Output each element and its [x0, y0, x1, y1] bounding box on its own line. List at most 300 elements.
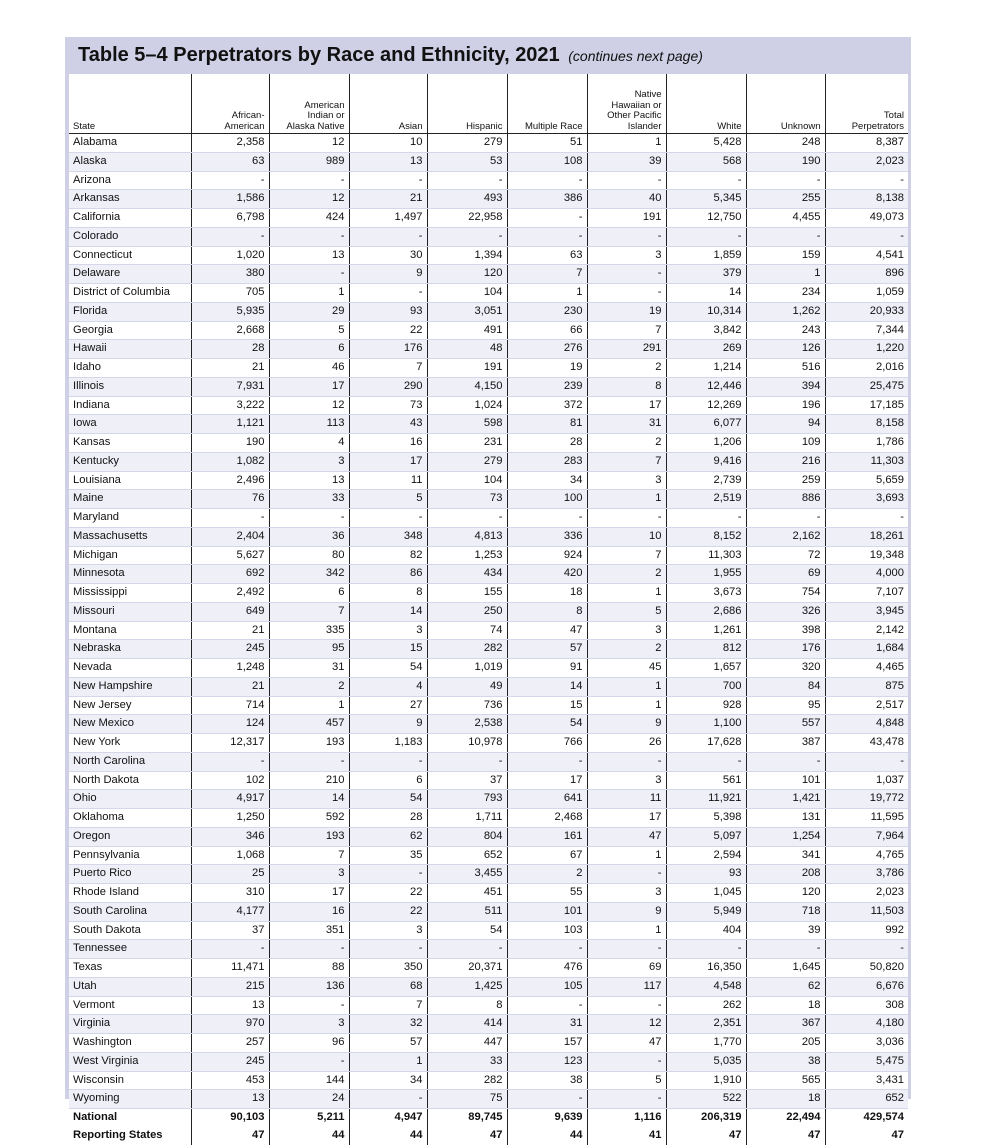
table-cell: 652 [825, 1090, 908, 1109]
table-cell: 9 [587, 902, 666, 921]
table-cell: 367 [746, 1015, 825, 1034]
table-cell: - [587, 509, 666, 528]
table-cell: 250 [427, 602, 507, 621]
table-cell: 4,465 [825, 659, 908, 678]
table-row [69, 977, 908, 996]
table-cell: 3,036 [825, 1034, 908, 1053]
table-cell: 491 [427, 321, 507, 340]
table-row [69, 659, 908, 678]
table-cell: 10,314 [666, 302, 746, 321]
table-cell: 641 [507, 790, 587, 809]
table-row [69, 396, 908, 415]
table-cell: 47 [507, 621, 587, 640]
table-row [69, 790, 908, 809]
table-cell: 2,023 [825, 884, 908, 903]
table-cell: 2,668 [191, 321, 269, 340]
table-cell: 970 [191, 1015, 269, 1034]
table-cell: 7,964 [825, 827, 908, 846]
table-cell: 95 [746, 696, 825, 715]
table-cell: 1,586 [191, 190, 269, 209]
table-cell: 652 [427, 846, 507, 865]
table-cell: 1,859 [666, 246, 746, 265]
table-cell: 1,711 [427, 809, 507, 828]
table-row [69, 190, 908, 209]
table-cell: 24 [269, 1090, 349, 1109]
table-cell: 7,107 [825, 584, 908, 603]
table-cell: 649 [191, 602, 269, 621]
table-cell: 8 [427, 996, 507, 1015]
table-cell: 63 [191, 152, 269, 171]
table-cell: 989 [269, 152, 349, 171]
table-cell: 1,220 [825, 340, 908, 359]
table-cell: 705 [191, 284, 269, 303]
table-cell: 6 [269, 584, 349, 603]
table-row [69, 377, 908, 396]
table-cell: 113 [269, 415, 349, 434]
table-cell: 342 [269, 565, 349, 584]
table-row [69, 771, 908, 790]
table-cell: 283 [507, 452, 587, 471]
table-cell: 245 [191, 1052, 269, 1071]
table-cell: - [666, 509, 746, 528]
table-cell: 14 [507, 677, 587, 696]
table-row [69, 284, 908, 303]
table-cell: 1,645 [746, 959, 825, 978]
table-cell: 12 [269, 396, 349, 415]
table-cell: 155 [427, 584, 507, 603]
table-cell: - [746, 171, 825, 190]
table-cell: 81 [507, 415, 587, 434]
table-cell: - [349, 284, 427, 303]
table-cell: 1 [269, 284, 349, 303]
row-label: West Virginia [69, 1052, 191, 1071]
table-cell: - [825, 227, 908, 246]
table-cell: 1,497 [349, 209, 427, 228]
table-cell: 7 [507, 265, 587, 284]
table-cell: 2,594 [666, 846, 746, 865]
table-cell: 35 [349, 846, 427, 865]
table-cell: 718 [746, 902, 825, 921]
table-row [69, 752, 908, 771]
table-cell: 992 [825, 921, 908, 940]
table-cell: 4,947 [349, 1109, 427, 1127]
table-row [69, 471, 908, 490]
table-cell: 14 [666, 284, 746, 303]
table-cell: 6 [269, 340, 349, 359]
table-cell: 4,917 [191, 790, 269, 809]
table-cell: - [746, 227, 825, 246]
table-cell: 3,222 [191, 396, 269, 415]
table-cell: 2,016 [825, 359, 908, 378]
table-cell: 11,595 [825, 809, 908, 828]
row-label: Connecticut [69, 246, 191, 265]
row-label: Washington [69, 1034, 191, 1053]
table-cell: 1 [587, 490, 666, 509]
table-cell: - [191, 752, 269, 771]
table-cell: 136 [269, 977, 349, 996]
table-cell: 9,639 [507, 1109, 587, 1127]
row-label: Massachusetts [69, 527, 191, 546]
table-cell: 25,475 [825, 377, 908, 396]
table-cell: - [825, 509, 908, 528]
row-label: Wisconsin [69, 1071, 191, 1090]
table-cell: 3 [269, 452, 349, 471]
table-cell: 1,116 [587, 1109, 666, 1127]
row-label: New Jersey [69, 696, 191, 715]
table-cell: - [427, 940, 507, 959]
table-cell: 75 [427, 1090, 507, 1109]
table-cell: 875 [825, 677, 908, 696]
table-cell: 766 [507, 734, 587, 753]
title-text: Table 5–4 Perpetrators by Race and Ethnicity, 2021 [78, 44, 560, 66]
table-cell: 516 [746, 359, 825, 378]
row-label: Texas [69, 959, 191, 978]
table-cell: 9,416 [666, 452, 746, 471]
table-cell: 234 [746, 284, 825, 303]
table-cell: - [587, 940, 666, 959]
table-cell: - [507, 996, 587, 1015]
table-cell: 804 [427, 827, 507, 846]
table-cell: 243 [746, 321, 825, 340]
table-cell: 1,248 [191, 659, 269, 678]
row-label: Wyoming [69, 1090, 191, 1109]
table-cell: 193 [269, 734, 349, 753]
table-cell: 176 [349, 340, 427, 359]
table-cell: 7 [349, 996, 427, 1015]
table-cell: 48 [427, 340, 507, 359]
table-cell: 7 [587, 452, 666, 471]
table-cell: 793 [427, 790, 507, 809]
table-cell: 6 [349, 771, 427, 790]
table-cell: 2,404 [191, 527, 269, 546]
table-cell: 2 [507, 865, 587, 884]
table-cell: 1,206 [666, 434, 746, 453]
table-row [69, 602, 908, 621]
table-cell: 20,933 [825, 302, 908, 321]
table-cell: 104 [427, 284, 507, 303]
table-cell: 216 [746, 452, 825, 471]
table-cell: 592 [269, 809, 349, 828]
table-cell: 5 [269, 321, 349, 340]
row-label: New Hampshire [69, 677, 191, 696]
table-cell: 101 [507, 902, 587, 921]
table-cell: 2,351 [666, 1015, 746, 1034]
table-cell: 21 [191, 677, 269, 696]
table-cell: 190 [746, 152, 825, 171]
row-label: Arkansas [69, 190, 191, 209]
table-row [69, 302, 908, 321]
table-cell: 6,676 [825, 977, 908, 996]
table-cell: 8,138 [825, 190, 908, 209]
table-cell: 11 [587, 790, 666, 809]
table-cell: 1,657 [666, 659, 746, 678]
table-cell: 348 [349, 527, 427, 546]
table-cell: 13 [269, 246, 349, 265]
table-cell: 50,820 [825, 959, 908, 978]
table-cell: 196 [746, 396, 825, 415]
table-cell: 117 [587, 977, 666, 996]
table-row [69, 171, 908, 190]
row-label: Utah [69, 977, 191, 996]
table-cell: 10,978 [427, 734, 507, 753]
table-cell: - [269, 996, 349, 1015]
table-row [69, 1071, 908, 1090]
table-cell: 13 [269, 471, 349, 490]
table-body [69, 134, 908, 1109]
table-cell: - [507, 171, 587, 190]
table-cell: 476 [507, 959, 587, 978]
table-cell: 103 [507, 921, 587, 940]
table-cell: 54 [507, 715, 587, 734]
table-cell: 310 [191, 884, 269, 903]
table-cell: 379 [666, 265, 746, 284]
row-label: Oklahoma [69, 809, 191, 828]
table-cell: 17 [269, 377, 349, 396]
table-cell: 33 [269, 490, 349, 509]
table-cell: - [507, 509, 587, 528]
table-cell: 22 [349, 902, 427, 921]
table-cell: 279 [427, 452, 507, 471]
table-cell: 100 [507, 490, 587, 509]
table-cell: 3,455 [427, 865, 507, 884]
table-cell: 28 [349, 809, 427, 828]
table-cell: - [507, 1090, 587, 1109]
table-cell: 19 [587, 302, 666, 321]
table-cell: 1,121 [191, 415, 269, 434]
table-cell: 38 [746, 1052, 825, 1071]
table-cell: 22 [349, 884, 427, 903]
table-cell: 2,496 [191, 471, 269, 490]
table-cell: 336 [507, 527, 587, 546]
table-cell: 1,684 [825, 640, 908, 659]
table-cell: 3 [587, 621, 666, 640]
table-cell: 1 [587, 134, 666, 153]
table-header-row [69, 74, 908, 134]
table-cell: 88 [269, 959, 349, 978]
table-cell: 1,214 [666, 359, 746, 378]
table-cell: 1,024 [427, 396, 507, 415]
table-cell: 72 [746, 546, 825, 565]
table-row [69, 1015, 908, 1034]
table-row [69, 734, 908, 753]
row-label: Florida [69, 302, 191, 321]
table-cell: 3 [587, 771, 666, 790]
row-label: Montana [69, 621, 191, 640]
table-row [69, 415, 908, 434]
column-header: Multiple Race [507, 74, 587, 134]
table-cell: 404 [666, 921, 746, 940]
table-cell: 22,494 [746, 1109, 825, 1127]
table-cell: 31 [507, 1015, 587, 1034]
table-cell: 320 [746, 659, 825, 678]
table-cell: 5,949 [666, 902, 746, 921]
table-cell: 19 [507, 359, 587, 378]
table-cell: 3 [349, 921, 427, 940]
table-cell: 21 [349, 190, 427, 209]
table-cell: 1,019 [427, 659, 507, 678]
table-cell: 159 [746, 246, 825, 265]
table-cell: 47 [587, 1034, 666, 1053]
table-cell: 15 [349, 640, 427, 659]
table-cell: 4 [349, 677, 427, 696]
table-cell: - [666, 752, 746, 771]
table-cell: 47 [191, 1127, 269, 1145]
table-cell: 37 [191, 921, 269, 940]
table-row [69, 1034, 908, 1053]
table-cell: 5 [587, 1071, 666, 1090]
row-label: Colorado [69, 227, 191, 246]
table-cell: 11,471 [191, 959, 269, 978]
table-cell: 239 [507, 377, 587, 396]
table-cell: 37 [427, 771, 507, 790]
table-cell: 1,037 [825, 771, 908, 790]
table-cell: 3 [269, 865, 349, 884]
row-label: Louisiana [69, 471, 191, 490]
table-cell: 176 [746, 640, 825, 659]
table-cell: 67 [507, 846, 587, 865]
table-cell: 2 [587, 359, 666, 378]
table-cell: 16 [269, 902, 349, 921]
row-label: Minnesota [69, 565, 191, 584]
row-label: Delaware [69, 265, 191, 284]
table-cell: 4,177 [191, 902, 269, 921]
table-cell: 57 [507, 640, 587, 659]
table-cell: 1,910 [666, 1071, 746, 1090]
table-cell: 736 [427, 696, 507, 715]
table-cell: 1,394 [427, 246, 507, 265]
table-cell: 2,686 [666, 602, 746, 621]
table-cell: 47 [746, 1127, 825, 1145]
table-cell: 126 [746, 340, 825, 359]
table-cell: 2,142 [825, 621, 908, 640]
table-title [78, 44, 703, 67]
table-cell: 372 [507, 396, 587, 415]
table-cell: 124 [191, 715, 269, 734]
table-cell: - [746, 940, 825, 959]
table-cell: 1,020 [191, 246, 269, 265]
table-cell: 2,492 [191, 584, 269, 603]
table-cell: - [507, 752, 587, 771]
table-cell: 19,772 [825, 790, 908, 809]
table-cell: 102 [191, 771, 269, 790]
table-cell: 886 [746, 490, 825, 509]
table-cell: 3 [587, 246, 666, 265]
row-label: Kentucky [69, 452, 191, 471]
table-cell: 18 [507, 584, 587, 603]
table-cell: 13 [349, 152, 427, 171]
table-cell: 54 [349, 659, 427, 678]
table-cell: 269 [666, 340, 746, 359]
table-cell: 161 [507, 827, 587, 846]
table-cell: 215 [191, 977, 269, 996]
table-cell: 2 [587, 565, 666, 584]
table-cell: 27 [349, 696, 427, 715]
table-cell: 32 [349, 1015, 427, 1034]
table-cell: 17 [587, 809, 666, 828]
table-cell: 105 [507, 977, 587, 996]
table-cell: 248 [746, 134, 825, 153]
table-cell: 2,468 [507, 809, 587, 828]
table-cell: 5,398 [666, 809, 746, 828]
table-cell: 91 [507, 659, 587, 678]
table-cell: 93 [349, 302, 427, 321]
table-cell: - [507, 940, 587, 959]
table-cell: 47 [666, 1127, 746, 1145]
table-row [69, 321, 908, 340]
table-cell: 47 [825, 1127, 908, 1145]
table-cell: 95 [269, 640, 349, 659]
table-cell: - [191, 227, 269, 246]
table-cell: 1 [587, 584, 666, 603]
table-cell: 1,254 [746, 827, 825, 846]
row-label: Puerto Rico [69, 865, 191, 884]
table-cell: 44 [507, 1127, 587, 1145]
table-cell: 1 [587, 677, 666, 696]
table-cell: 5,211 [269, 1109, 349, 1127]
table-cell: - [507, 209, 587, 228]
table-row [69, 452, 908, 471]
table-cell: 94 [746, 415, 825, 434]
table-cell: 63 [507, 246, 587, 265]
row-label: Michigan [69, 546, 191, 565]
table-cell: 1,045 [666, 884, 746, 903]
table-cell: 398 [746, 621, 825, 640]
table-cell: 2,023 [825, 152, 908, 171]
table-row [69, 865, 908, 884]
table-cell: 89,745 [427, 1109, 507, 1127]
row-label: Maryland [69, 509, 191, 528]
row-label: North Dakota [69, 771, 191, 790]
row-label: Maine [69, 490, 191, 509]
table-cell: 326 [746, 602, 825, 621]
table-cell: 22,958 [427, 209, 507, 228]
table-cell: 9 [349, 265, 427, 284]
table-cell: 451 [427, 884, 507, 903]
table-cell: 1,183 [349, 734, 427, 753]
table-cell: - [269, 1052, 349, 1071]
table-cell: - [427, 227, 507, 246]
table-cell: 34 [507, 471, 587, 490]
table-cell: - [746, 509, 825, 528]
table-row [69, 134, 908, 153]
table-cell: 25 [191, 865, 269, 884]
total-row [69, 1109, 908, 1127]
table-cell: 341 [746, 846, 825, 865]
column-header: African- American [191, 74, 269, 134]
table-cell: 108 [507, 152, 587, 171]
table-cell: 5,935 [191, 302, 269, 321]
table-cell: 714 [191, 696, 269, 715]
table-cell: 8 [349, 584, 427, 603]
table-row [69, 959, 908, 978]
table-row [69, 809, 908, 828]
table-row [69, 265, 908, 284]
table-cell: - [191, 509, 269, 528]
column-header: Asian [349, 74, 427, 134]
table-cell: 43 [349, 415, 427, 434]
row-label: Rhode Island [69, 884, 191, 903]
table-cell: 18,261 [825, 527, 908, 546]
table-cell: 18 [746, 996, 825, 1015]
table-row [69, 640, 908, 659]
table-cell: 565 [746, 1071, 825, 1090]
table-cell: 47 [587, 827, 666, 846]
table-cell: 5,659 [825, 471, 908, 490]
table-footer [69, 1109, 908, 1145]
table-cell: 4,000 [825, 565, 908, 584]
table-cell: 262 [666, 996, 746, 1015]
table-cell: 3,051 [427, 302, 507, 321]
